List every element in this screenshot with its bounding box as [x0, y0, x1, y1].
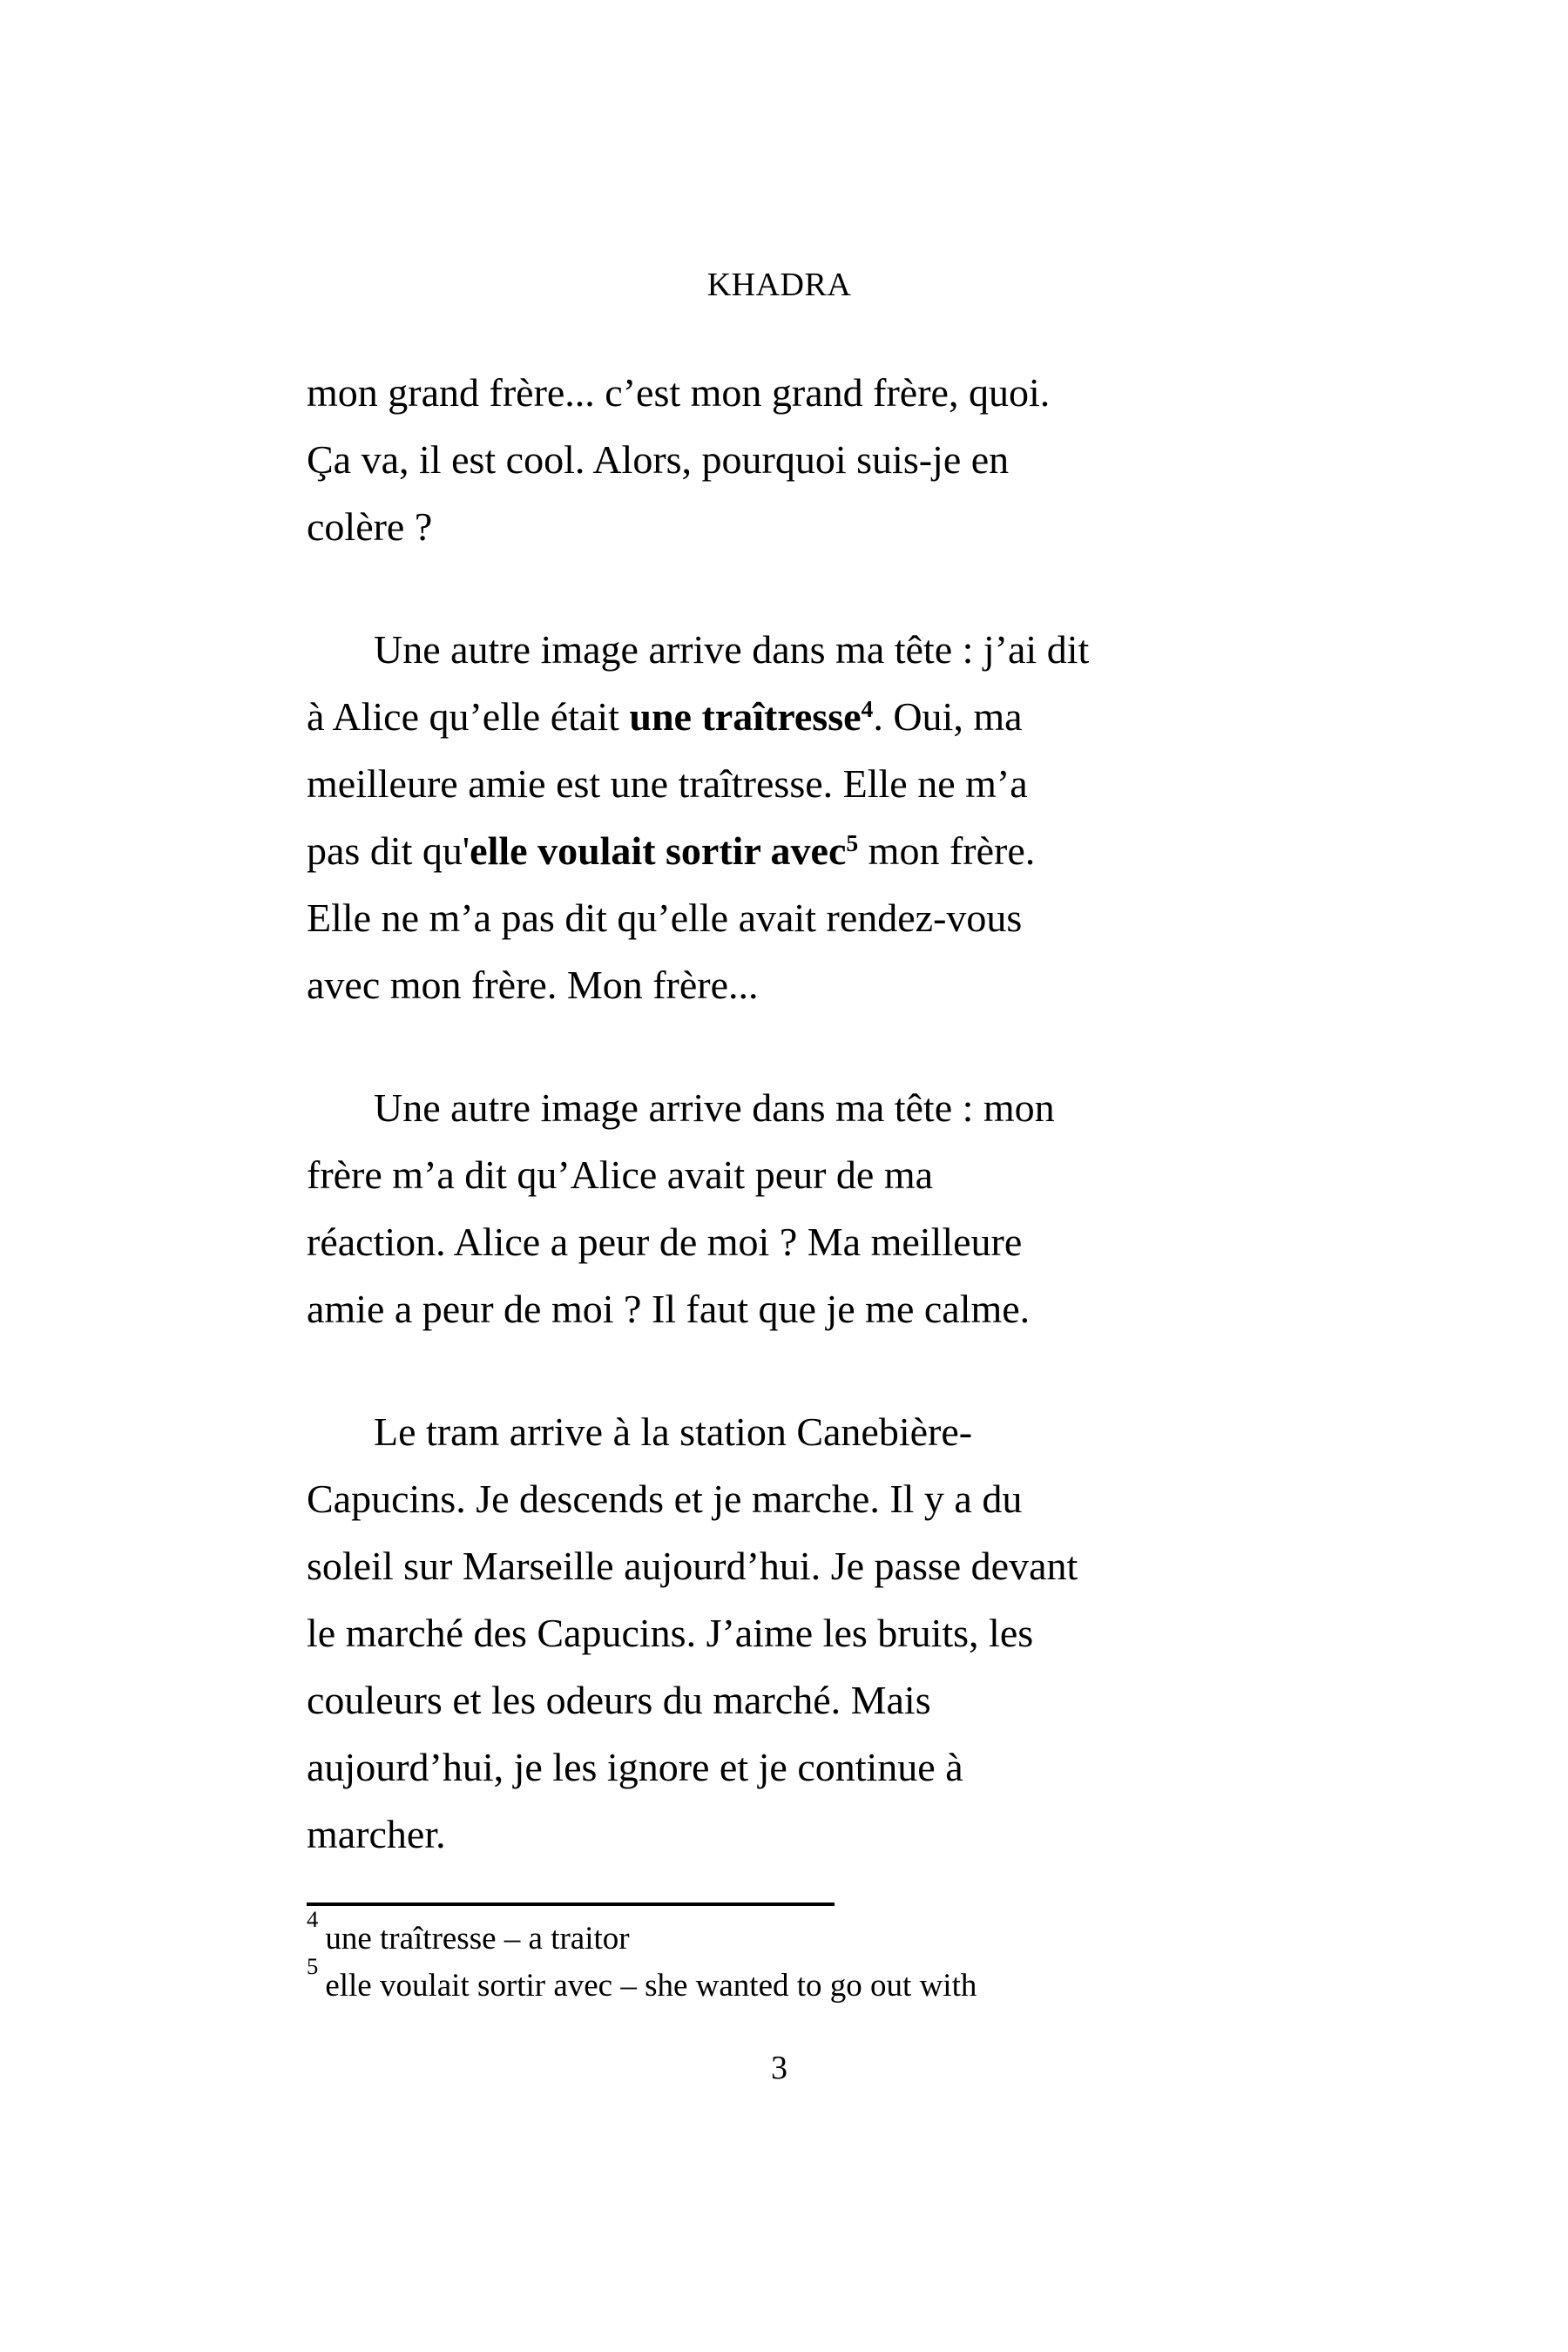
text-run: une traîtresse — [629, 694, 862, 739]
text-line — [307, 616, 1278, 683]
footnotes — [307, 1905, 1278, 2010]
text-line — [307, 1666, 1278, 1734]
text-run: pas dit qu' — [307, 828, 470, 873]
footnote-5-text: elle voulait sortir avec – she wanted to go out with — [325, 1968, 977, 2004]
paragraph-2 — [307, 616, 1278, 1018]
text-run: soleil sur Marseille aujourd’hui. Je passe devant — [307, 1544, 1078, 1588]
text-run: mon grand frère... c’est mon grand frère, quoi. — [307, 370, 1051, 415]
text-line — [307, 750, 1278, 817]
text-line — [307, 1801, 1278, 1868]
text-run: Elle ne m’a pas dit qu’elle avait rendez-vous — [307, 896, 1023, 940]
footnote-5-number: 5 — [307, 1952, 319, 1979]
text-run: à Alice qu’elle était — [307, 694, 630, 739]
text-run: . Oui, ma — [873, 694, 1023, 739]
text-run: avec mon frère. Mon frère... — [307, 963, 759, 1007]
text-line — [307, 1074, 1278, 1141]
text-run: colère ? — [307, 504, 433, 549]
text-line — [307, 683, 1278, 750]
text-run: le marché des Capucins. J’aime les bruits, les — [307, 1611, 1034, 1655]
text-run: mon frère. — [858, 828, 1036, 873]
text-run: Ça va, il est cool. Alors, pourquoi suis-je en — [307, 437, 1010, 482]
text-run: frère m’a dit qu’Alice avait peur de ma — [307, 1152, 934, 1197]
text-run: Une autre image arrive dans ma tête : j’ai dit — [374, 627, 1090, 672]
text-line — [307, 1465, 1278, 1532]
text-run: Une autre image arrive dans ma tête : mon — [374, 1085, 1055, 1130]
text-line — [307, 1398, 1278, 1465]
text-line — [307, 1208, 1278, 1275]
footnote-separator-rule — [307, 1903, 835, 1906]
text-line — [307, 493, 1278, 560]
footnote-4 — [307, 1905, 1278, 1963]
text-line — [307, 884, 1278, 951]
text-run: meilleure amie est une traîtresse. Elle ne m’a — [307, 761, 1028, 806]
text-run: amie a peur de moi ? Il faut que je me calme. — [307, 1287, 1031, 1331]
footnote-5 — [307, 1952, 1278, 2010]
footnote-reference: 5 — [846, 828, 859, 856]
text-run: aujourd’hui, je les ignore et je continue à — [307, 1745, 963, 1789]
text-run: Le tram arrive à la station Canebière- — [374, 1409, 973, 1454]
running-header: KHADRA — [706, 267, 852, 303]
footnote-4-text: une traîtresse – a traitor — [325, 1921, 630, 1957]
text-line — [307, 359, 1278, 426]
text-run: marcher. — [307, 1812, 446, 1856]
text-run: Capucins. Je descends et je marche. Il y a du — [307, 1477, 1023, 1521]
text-line — [307, 426, 1278, 493]
text-run: elle voulait sortir avec — [470, 828, 847, 873]
text-line — [307, 1532, 1278, 1599]
text-line — [307, 951, 1278, 1018]
text-line — [307, 1734, 1278, 1801]
footnote-4-number: 4 — [307, 1905, 319, 1932]
page-number: 3 — [771, 2050, 787, 2086]
footnote-reference: 4 — [861, 694, 874, 722]
paragraph-4 — [307, 1398, 1278, 1868]
text-run: réaction. Alice a peur de moi ? Ma meilleure — [307, 1220, 1023, 1264]
paragraph-1 — [307, 359, 1278, 560]
text-run: couleurs et les odeurs du marché. Mais — [307, 1678, 931, 1722]
text-line — [307, 1141, 1278, 1208]
text-line — [307, 817, 1278, 884]
text-line — [307, 1275, 1278, 1342]
paragraph-3 — [307, 1074, 1278, 1342]
text-line — [307, 1599, 1278, 1666]
body-text — [307, 359, 1278, 1868]
